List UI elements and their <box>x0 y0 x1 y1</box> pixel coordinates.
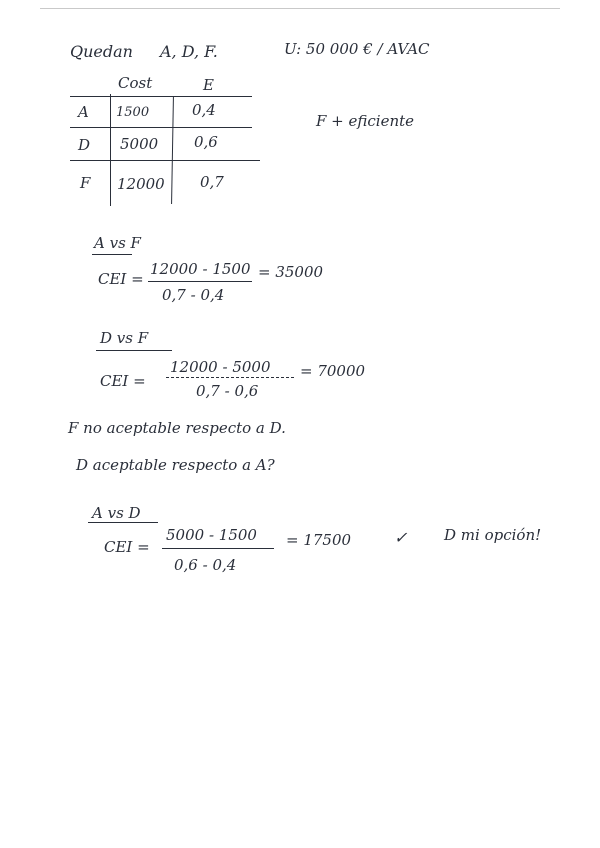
comparison-3-lhs: CEI = <box>104 538 150 556</box>
comparison-2-fraction-bar <box>166 377 294 378</box>
comparison-2-result: = 70000 <box>300 362 366 380</box>
row-f-effect: 0,7 <box>200 173 224 191</box>
row-f-label: F <box>80 174 91 192</box>
comparison-2-underline <box>96 350 172 351</box>
comparison-1-fraction-bar <box>148 281 252 282</box>
comparison-1-numerator: 12000 - 1500 <box>150 260 251 278</box>
table-hline-3 <box>70 160 260 161</box>
table-header-effect: E <box>203 76 214 94</box>
comparison-1-underline <box>92 254 132 255</box>
comparison-1-denominator: 0,7 - 0,4 <box>162 286 225 304</box>
row-a-label: A <box>78 103 89 121</box>
table-vline-left <box>110 94 111 206</box>
remaining-label: Quedan <box>70 42 133 61</box>
top-edge-rule <box>40 8 560 9</box>
table-hline-2 <box>70 127 252 128</box>
comparison-2-title: D vs F <box>100 329 149 347</box>
comparison-2-numerator: 12000 - 5000 <box>170 358 271 376</box>
comparison-2-denominator: 0,7 - 0,6 <box>196 382 259 400</box>
row-d-cost: 5000 <box>120 135 159 153</box>
row-a-cost: 1500 <box>116 105 150 120</box>
comparison-1-title: A vs F <box>94 234 141 252</box>
row-a-effect: 0,4 <box>192 101 216 119</box>
comparison-1-lhs: CEI = <box>98 270 144 288</box>
check-mark-icon: ✓ <box>394 528 408 547</box>
threshold-note: U: 50 000 € / AVAC <box>284 40 430 58</box>
row-f-cost: 12000 <box>117 175 165 193</box>
comparison-3-numerator: 5000 - 1500 <box>166 526 257 544</box>
table-hline-1 <box>70 96 252 97</box>
conclusion-f-not-acceptable: F no aceptable respecto a D. <box>68 419 286 437</box>
conclusion-d-question: D aceptable respecto a A? <box>76 456 275 474</box>
comparison-1-result: = 35000 <box>258 263 324 281</box>
table-header-cost: Cost <box>118 74 153 92</box>
row-d-effect: 0,6 <box>194 133 218 151</box>
side-note: F + eficiente <box>316 112 415 130</box>
table-vline-mid <box>171 96 174 204</box>
row-d-label: D <box>78 136 91 154</box>
comparison-3-result: = 17500 <box>286 531 352 549</box>
remaining-options: A, D, F. <box>160 42 218 61</box>
comparison-3-underline <box>88 522 158 523</box>
comparison-3-fraction-bar <box>162 548 274 549</box>
comparison-3-title: A vs D <box>92 504 141 522</box>
comparison-3-denominator: 0,6 - 0,4 <box>174 556 237 574</box>
comparison-2-lhs: CEI = <box>100 372 146 390</box>
final-choice: D mi opción! <box>444 526 542 544</box>
